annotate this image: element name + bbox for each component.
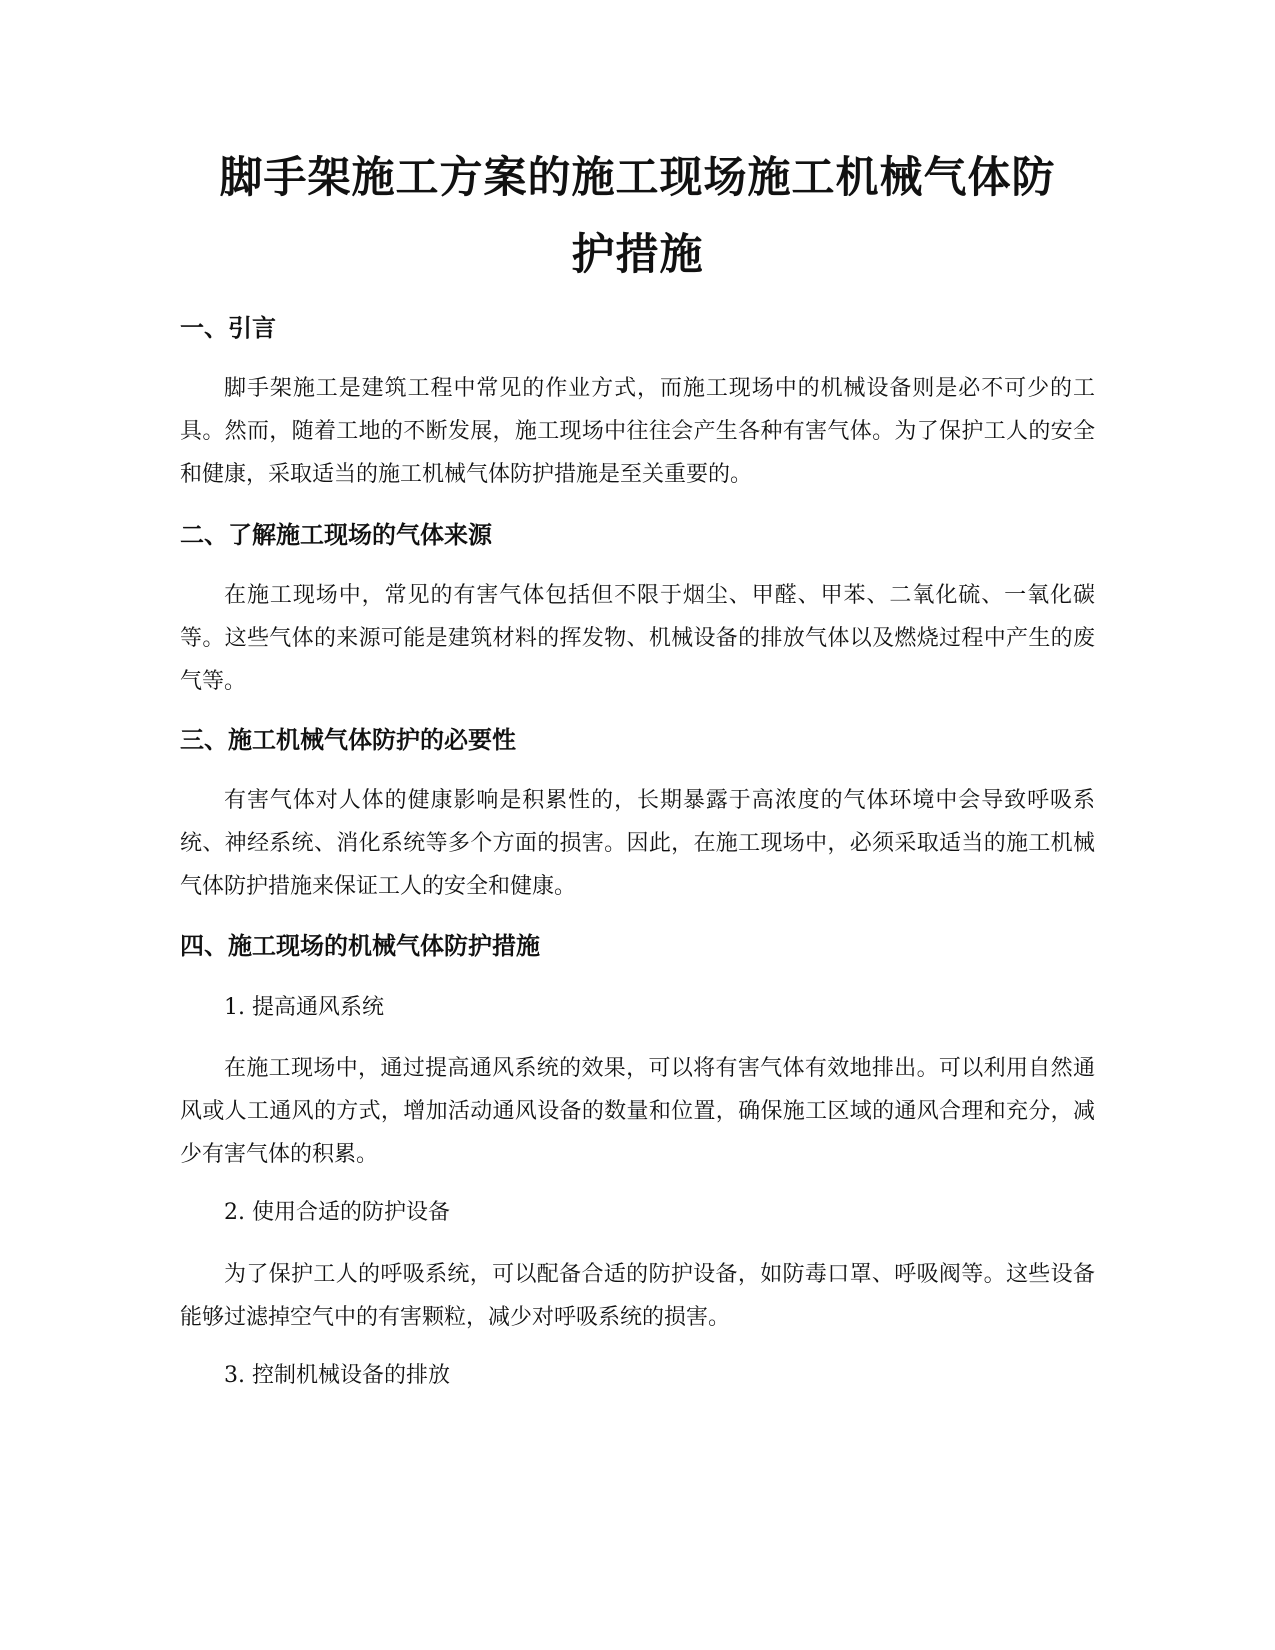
- section-paragraph-necessity: 有害气体对人体的健康影响是积累性的，长期暴露于高浓度的气体环境中会导致呼吸系统、神经系统、消化系统等多个方面的损害。因此，在施工现场中，必须采取适当的施工机械气体防护措施来保证工人的安全和健康。: [180, 788, 1095, 899]
- section-paragraph-gas-sources: 在施工现场中，常见的有害气体包括但不限于烟尘、甲醛、甲苯、二氧化硫、一氧化碳等。这些气体的来源可能是建筑材料的挥发物、机械设备的排放气体以及燃烧过程中产生的废气等。: [180, 583, 1095, 694]
- measure-item-paragraph-protective-equipment: 为了保护工人的呼吸系统，可以配备合适的防护设备，如防毒口罩、呼吸阀等。这些设备能够过滤掉空气中的有害颗粒，减少对呼吸系统的损害。: [180, 1262, 1095, 1330]
- measure-item-label-protective-equipment: 2. 使用合适的防护设备: [224, 1200, 450, 1225]
- section-heading-gas-sources: 二、了解施工现场的气体来源: [180, 521, 492, 549]
- measure-item-label-emission-control: 3. 控制机械设备的排放: [224, 1363, 450, 1388]
- section-paragraph-introduction: 脚手架施工是建筑工程中常见的作业方式，而施工现场中的机械设备则是必不可少的工具。然而，随着工地的不断发展，施工现场中往往会产生各种有害气体。为了保护工人的安全和健康，采取适当的施工机械气体防护措施是至关重要的。: [180, 376, 1095, 487]
- measure-item-paragraph-ventilation: 在施工现场中，通过提高通风系统的效果，可以将有害气体有效地排出。可以利用自然通风或人工通风的方式，增加活动通风设备的数量和位置，确保施工区域的通风合理和充分，减少有害气体的积累。: [180, 1056, 1095, 1167]
- section-heading-introduction: 一、引言: [180, 314, 276, 342]
- document-title-line-2: 护措施: [571, 230, 704, 280]
- measure-item-label-ventilation: 1. 提高通风系统: [224, 995, 384, 1020]
- document-title-line-1: 脚手架施工方案的施工现场施工机械气体防: [219, 153, 1056, 203]
- section-heading-necessity: 三、施工机械气体防护的必要性: [180, 726, 516, 754]
- document-title: [180, 140, 1095, 294]
- section-heading-measures: 四、施工现场的机械气体防护措施: [180, 932, 540, 960]
